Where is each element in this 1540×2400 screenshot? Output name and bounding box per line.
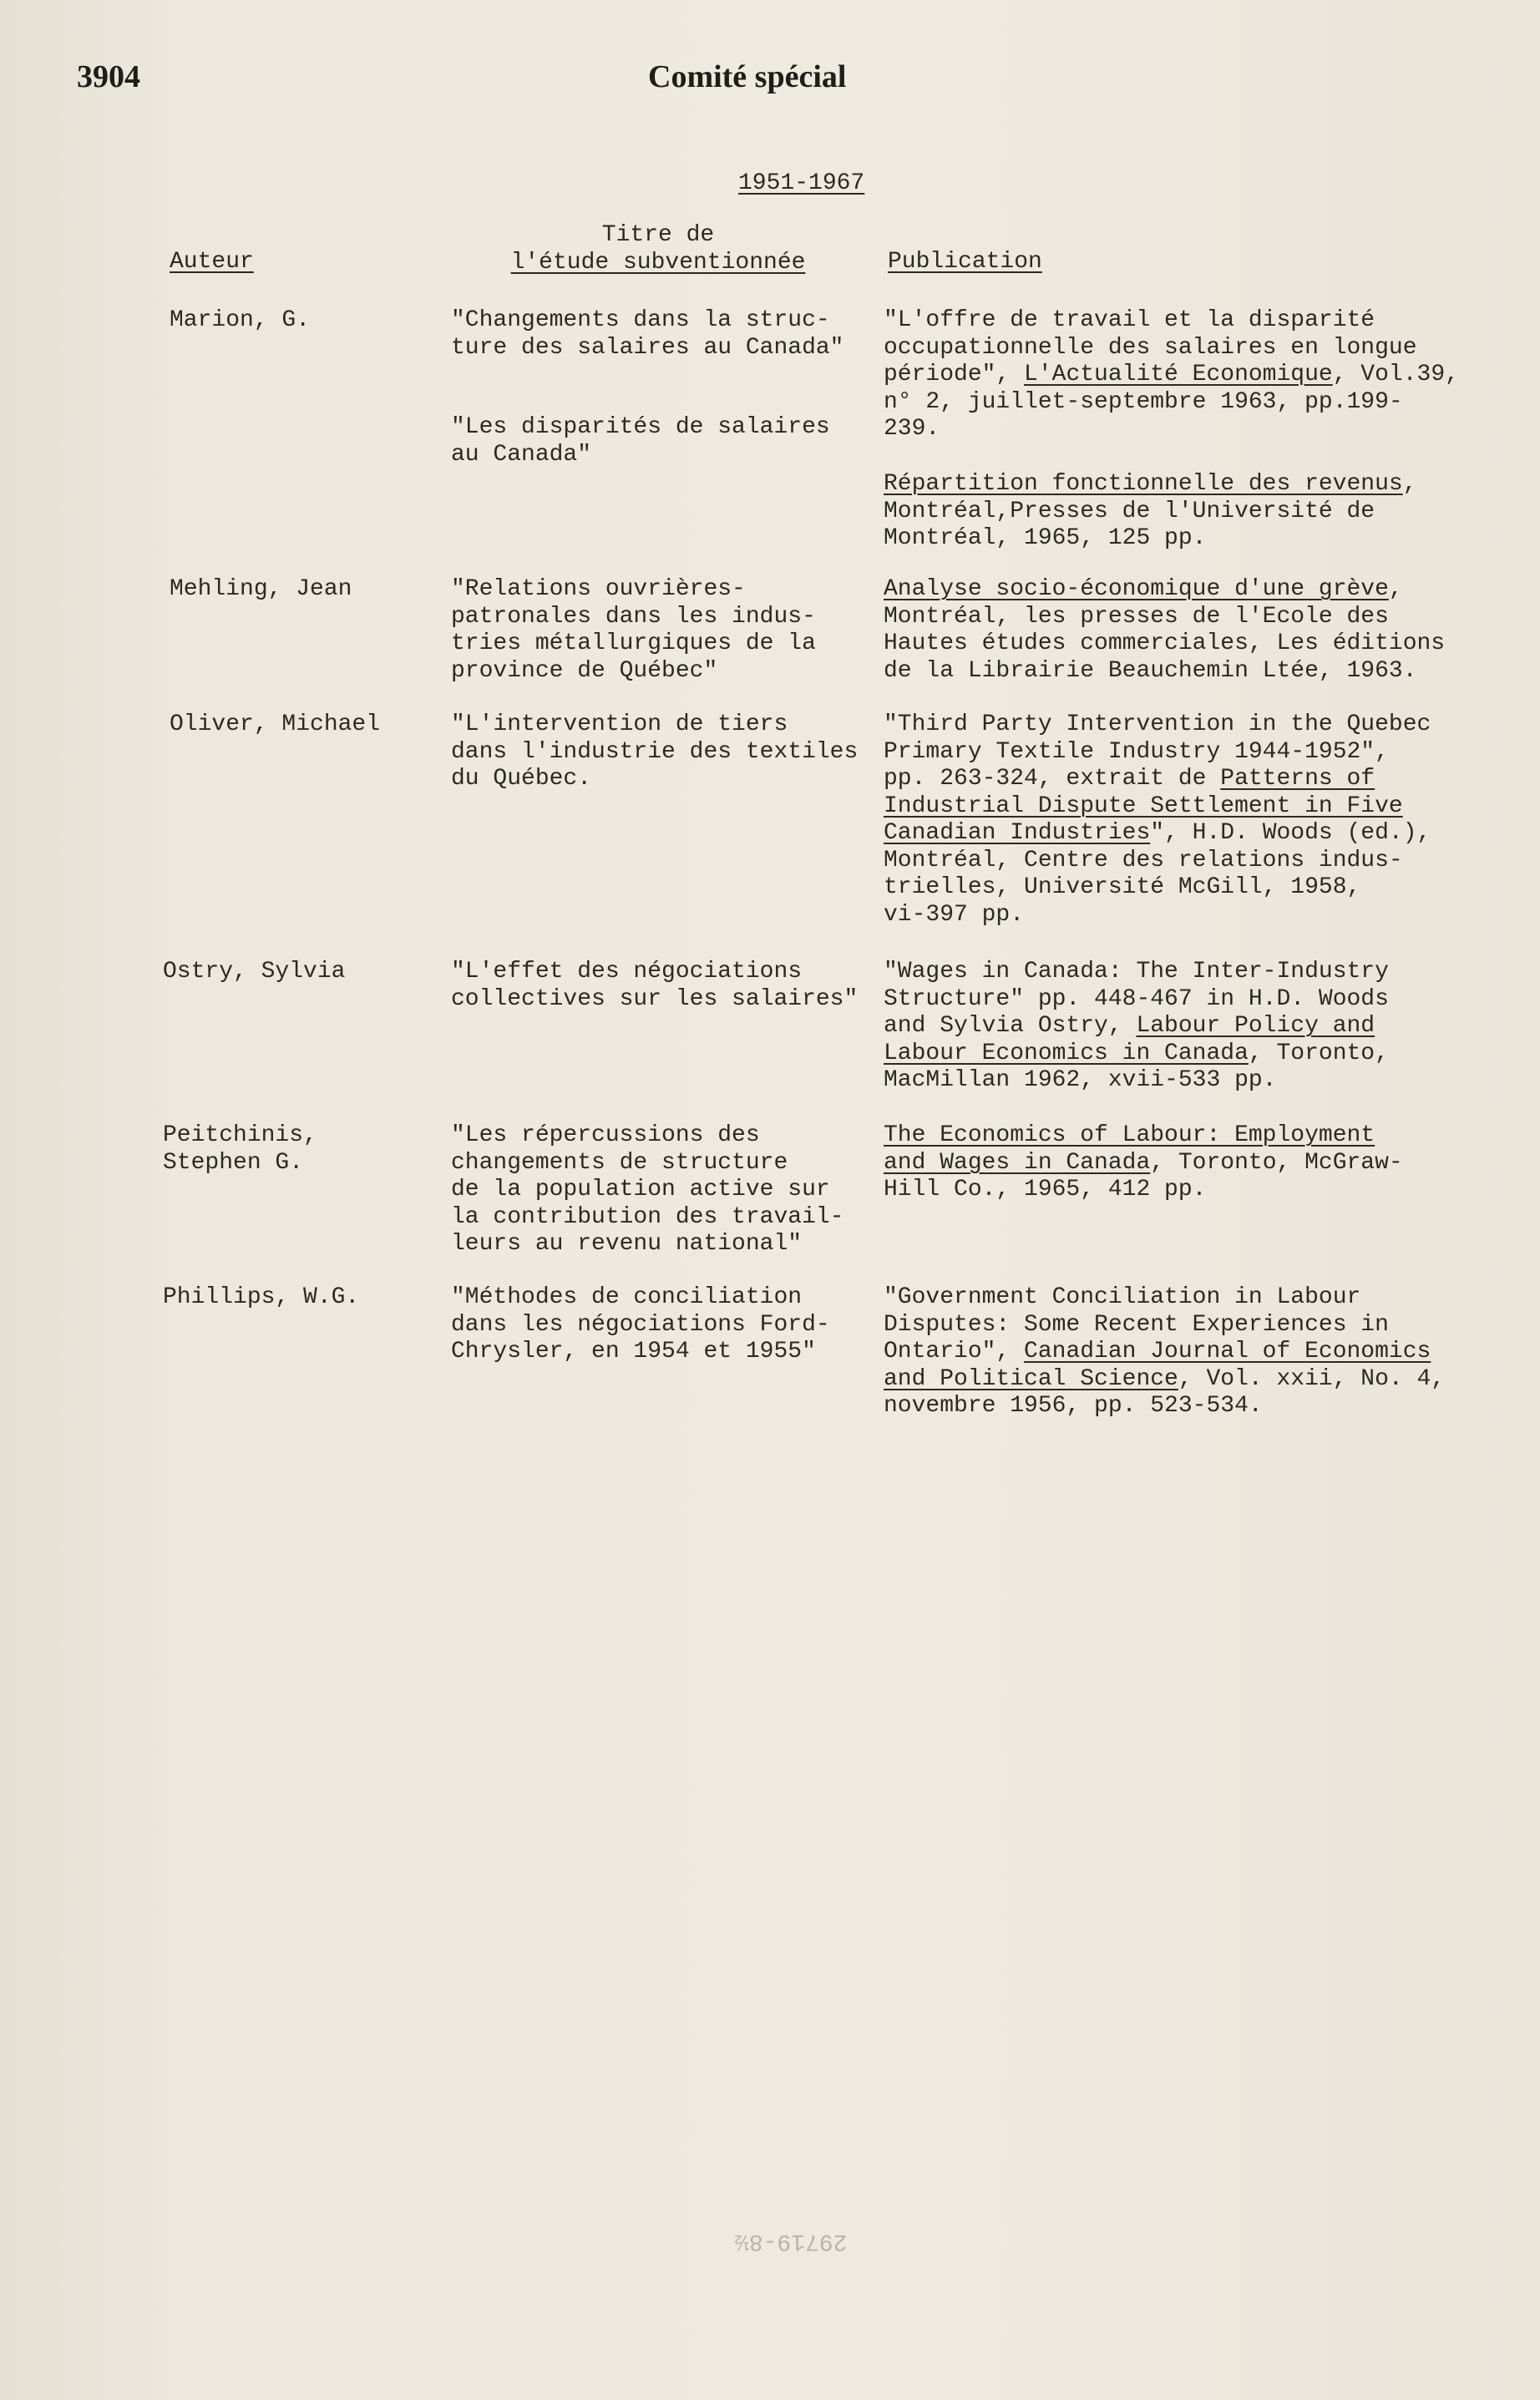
row-publication <box>884 1122 1468 1204</box>
publication-text: "Government Conciliation in Labour Disputes: Some Recent Experiences in Ontario", <box>884 1284 1389 1365</box>
row-author: Peitchinis, Stephen G. <box>163 1122 317 1176</box>
publication-details: , Montréal, les presses de l'Ecole des Hautes études commerciales, Les éditions de la Librairie Beauchemin Ltée, 1963. <box>884 576 1446 684</box>
publication-source-title: Patterns of Industrial Dispute Settlement in Five Canadian Industries <box>884 766 1403 846</box>
row-study-title: "L'effet des négociations collectives sur les salaires" <box>451 959 859 1012</box>
row-study-title: "Les répercussions des changements de structure de la population active sur la contribution des travail- leurs au revenu national" <box>451 1122 844 1257</box>
publication-source-title: The Economics of Labour: Employment and Wages in Canada <box>884 1122 1375 1176</box>
page-number: 3904 <box>77 59 140 94</box>
row-study-title: "L'intervention de tiers dans l'industrie des textiles du Québec. <box>451 711 859 792</box>
publication-details: , Toronto, McGraw- Hill Co., 1965, 412 pp. <box>884 1149 1403 1203</box>
row-author: Phillips, W.G. <box>163 1284 360 1310</box>
row-study-title: "Relations ouvrières- patronales dans les indus- tries métallurgiques de la province de Québec" <box>451 576 816 684</box>
row-author: Oliver, Michael <box>170 711 381 737</box>
publication-details: , Montréal,Presses de l'Université de Montréal, 1965, 125 pp. <box>884 471 1417 551</box>
column-header-author: Auteur <box>170 249 254 275</box>
publication-text: "Wages in Canada: The Inter-Industry Structure" pp. 448-467 in H.D. Woods and Sylvia Ostry, <box>884 959 1389 1039</box>
publication-details: ", H.D. Woods (ed.), Montréal, Centre des relations indus- trielles, Université McGill, 1958, vi-397 pp. <box>884 820 1431 928</box>
publication-details: , Vol.39, n° 2, juillet-septembre 1963, pp.199- 239. <box>884 362 1459 442</box>
column-header-title-line1: Titre de <box>601 222 715 248</box>
page-folio: 29719-8½ <box>735 2228 848 2254</box>
column-header-title-line2: l'étude subventionnée <box>510 249 806 276</box>
publication-source-title: L'Actualité Economique <box>1024 362 1333 387</box>
row-publication <box>884 576 1468 685</box>
publication-source-title: Canadian Journal of Economics and Political Science <box>884 1339 1431 1392</box>
publication-text: "Third Party Intervention in the Quebec Primary Textile Industry 1944-1952", pp. 263-324, extrait de <box>884 711 1431 792</box>
row-study-title: "Méthodes de conciliation dans les négociations Ford- Chrysler, en 1954 et 1955" <box>451 1284 830 1365</box>
row-author: Ostry, Sylvia <box>163 959 346 985</box>
publication-text: "L'offre de travail et la disparité occupationnelle des salaires en longue période", <box>884 307 1417 387</box>
publication-source-title: Analyse socio-économique d'une grève <box>884 576 1389 602</box>
row-study-title: "Les disparités de salaires au Canada" <box>451 414 830 468</box>
row-publication <box>884 307 1468 443</box>
page-title: Comité spécial <box>648 59 847 94</box>
publication-source-title: Labour Policy and Labour Economics in Canada <box>884 1013 1375 1066</box>
period-heading: 1951-1967 <box>738 170 865 196</box>
publication-details: , Vol. xxii, No. 4, novembre 1956, pp. 523-534. <box>884 1365 1446 1419</box>
row-publication <box>884 959 1468 1095</box>
row-author: Marion, G. <box>170 307 311 333</box>
publication-details: , Toronto, MacMillan 1962, xvii-533 pp. <box>884 1040 1389 1093</box>
row-author: Mehling, Jean <box>170 576 352 602</box>
column-header-publication: Publication <box>888 249 1042 275</box>
column-header-title <box>508 222 808 276</box>
row-study-title: "Changements dans la struc- ture des salaires au Canada" <box>451 307 844 361</box>
row-publication <box>884 711 1468 929</box>
row-publication <box>884 1284 1468 1420</box>
row-publication <box>884 471 1468 553</box>
publication-source-title: Répartition fonctionnelle des revenus <box>884 471 1403 497</box>
